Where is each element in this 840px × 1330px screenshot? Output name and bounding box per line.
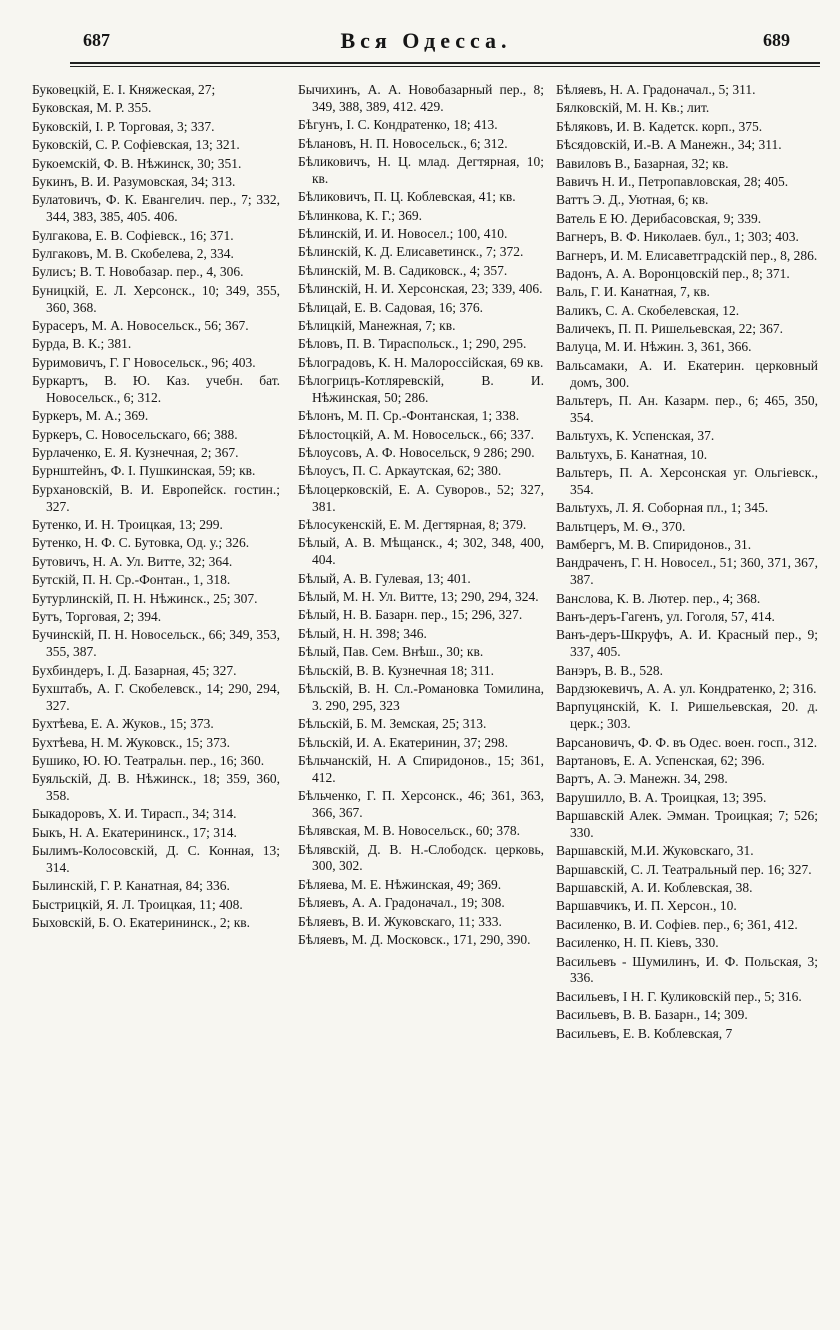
directory-entry: Бѣликовичъ, П. Ц. Коблевская, 41; кв. <box>298 189 516 205</box>
directory-entry: Бушико, Ю. Ю. Театральн. пер., 16; 360. <box>32 752 265 768</box>
directory-entry: Варсановичъ, Ф. Ф. въ Одес. воен. госп., 312. <box>556 734 818 750</box>
directory-entry: Бѣльскій, В. В. Кузнечная 18; 311. <box>298 662 495 678</box>
directory-entry: Бѣлый, А. В. Гулевая, 13; 401. <box>298 570 471 586</box>
directory-entry: Бѣльскій, И. А. Екатеринин, 37; 298. <box>298 734 509 750</box>
page-number-left: 687 <box>83 30 110 50</box>
directory-entry: Букинъ, В. И. Разумовская, 34; 313. <box>32 173 236 189</box>
directory-entry: Бѣлый, Н. Н. 398; 346. <box>298 625 427 641</box>
directory-entry: Вардзюкевичъ, А. А. ул. Кондратенко, 2; 316. <box>556 680 817 696</box>
directory-entry: Бѣлицкій, Манежная, 7; кв. <box>298 317 456 333</box>
directory-entry: Бѣльчанскій, Н. А Спиридонов., 15; 361, 412. <box>298 752 544 785</box>
directory-entry: Бѣлинскій, М. В. Садиковск., 4; 357. <box>298 262 508 278</box>
directory-entry: Варшавчикъ, И. П. Херсон., 10. <box>556 898 737 914</box>
directory-entry: Варпуцянскій, К. І. Ришельевская, 20. д. церк.; 303. <box>556 699 818 732</box>
directory-entry: Васильевъ - Шумилинъ, И. Ф. Польская, 3; 336. <box>556 953 818 986</box>
directory-entry: Вальтухъ, Б. Канатная, 10. <box>556 446 708 462</box>
directory-entry: Бѣлостоцкій, А. М. Новосельск., 66; 337. <box>298 426 534 442</box>
directory-entry: Васильевъ, Е. В. Коблевская, 7 <box>556 1025 733 1041</box>
directory-entry: Бѣлинскій, Н. И. Херсонская, 23; 339, 406. <box>298 281 543 297</box>
directory-entry: Бѣляевъ, В. И. Жуковскаго, 11; 333. <box>298 913 502 929</box>
directory-entry: Бялковскій, М. Н. Кв.; лит. <box>556 100 710 116</box>
directory-entry: Вальтеръ, П. А. Херсонская уг. Ольгіевск., 354. <box>556 465 818 497</box>
directory-entry: Булисъ; В. Т. Новобазар. пер., 4, 306. <box>32 264 244 280</box>
directory-entry: Валь, Г. И. Канатная, 7, кв. <box>556 284 710 300</box>
directory-entry: Бѣляевъ, Н. А. Градоначал., 5; 311. <box>556 82 756 97</box>
directory-entry: Буковскій, І. Р. Торговая, 3; 337. <box>32 118 215 134</box>
directory-entry: Бѣлый, М. Н. Ул. Витте, 13; 290, 294, 324. <box>298 588 539 604</box>
directory-entry: Вальтухъ, Л. Я. Соборная пл., 1; 345. <box>556 500 769 516</box>
directory-entry: Бѣлый, Н. В. Базарн. пер., 15; 296, 327. <box>298 607 523 623</box>
directory-entry: Быкадоровъ, Х. И. Тирасп., 34; 314. <box>32 806 237 822</box>
directory-entry: Бѣльченко, Г. П. Херсонск., 46; 361, 363, 366, 367. <box>298 788 544 820</box>
directory-entry: Бѣляковъ, И. В. Кадетск. корп., 375. <box>556 118 763 134</box>
directory-entry: Варушилло, В. А. Троицкая, 13; 395. <box>556 789 767 805</box>
directory-entry: Ваттъ Э. Д., Уютная, 6; кв. <box>556 192 709 208</box>
page-title: Вся Одесса. <box>340 28 512 53</box>
directory-entry: Бѣлонъ, М. П. Ср.-Фонтанская, 1; 338. <box>298 408 520 424</box>
directory-entry: Буницкій, Е. Л. Херсонск., 10; 349, 355, 360, 368. <box>32 282 280 315</box>
directory-entry: Бутъ, Торговая, 2; 394. <box>32 608 162 624</box>
directory-entry: Бѣлый, А. В. Мѣщанск., 4; 302, 348, 400, 404. <box>298 535 544 568</box>
directory-entry: Вагнеръ, И. М. Елисаветградскій пер., 8, 286. <box>556 247 818 263</box>
directory-entry: Ванъ-деръ-Шкруфъ, А. И. Красный пер., 9; 337, 405. <box>556 627 818 660</box>
directory-entry: Буркартъ, В. Ю. Каз. учебн. бат. Новосельск., 6; 312. <box>32 373 280 405</box>
directory-entry: Бухбиндеръ, І. Д. Базарная, 45; 327. <box>32 662 237 678</box>
directory-entry: Васильевъ, В. В. Базарн., 14; 309. <box>556 1007 748 1023</box>
directory-entry: Былинскій, Г. Р. Канатная, 84; 336. <box>32 878 230 894</box>
directory-entry: Ванслова, К. В. Лютер. пер., 4; 368. <box>556 590 761 606</box>
directory-entry: Бѣлоцерковскій, Е. А. Суворов., 52; 327, 381. <box>298 481 544 514</box>
directory-entry: Бутскій, П. Н. Ср.-Фонтан., 1, 318. <box>32 572 231 588</box>
directory-entry: Букоемскій, Ф. В. Нѣжинск, 30; 351. <box>32 155 242 171</box>
directory-entry: Бутенко, И. Н. Троицкая, 13; 299. <box>32 517 223 532</box>
directory-entry: Ванъ-деръ-Гагенъ, ул. Гоголя, 57, 414. <box>556 608 775 624</box>
directory-entry: Ванэръ, В. В., 528. <box>556 662 664 678</box>
directory-entry: Бучинскій, П. Н. Новосельск., 66; 349, 353, 355, 387. <box>32 627 280 660</box>
directory-entry: Бухтѣева, Н. М. Жуковск., 15; 373. <box>32 734 231 750</box>
directory-entry: Буковская, М. Р. 355. <box>32 100 152 116</box>
directory-entry: Быкъ, Н. А. Екатерининск., 17; 314. <box>32 824 237 840</box>
directory-entry: Бѣляева, М. Е. Нѣжинская, 49; 369. <box>298 876 502 892</box>
directory-entry: Былимъ-Колосовскій, Д. С. Конная, 13; 314. <box>32 843 280 876</box>
directory-entry: Вандраченъ, Г. Н. Новосел., 51; 360, 371, 367, 387. <box>556 555 818 588</box>
directory-entry: Бѣловъ, П. В. Тираспольск., 1; 290, 295. <box>298 336 527 352</box>
directory-entry: Бѣлосукенскій, Е. М. Дегтярная, 8; 379. <box>298 517 527 532</box>
directory-entry: Буковецкій, Е. І. Княжеская, 27; <box>32 82 216 97</box>
directory-entry: Бѣлявскій, Д. В. Н.-Слободск. церковь, 300, 302. <box>298 841 544 874</box>
directory-entry: Бѣльскій, В. Н. Сл.-Романовка Томилина, 3. 290, 295, 323 <box>298 680 544 713</box>
directory-entry: Бычихинъ, А. А. Новобазарный пер., 8; 349, 388, 389, 412. 429. <box>298 82 544 114</box>
directory-entry: Бухтѣева, Е. А. Жуков., 15; 373. <box>32 716 214 732</box>
directory-entry: Бѣсядовскій, И.-В. А Манежн., 34; 311. <box>556 137 782 153</box>
directory-entry: Бутовичъ, Н. А. Ул. Витте, 32; 364. <box>32 553 233 569</box>
directory-entry: Бутурлинскій, П. Н. Нѣжинск., 25; 307. <box>32 590 258 606</box>
header-rule-thick <box>70 62 820 64</box>
directory-entry: Васильевъ, І Н. Г. Куликовскій пер., 5; 316. <box>556 988 802 1004</box>
directory-entry: Булгакова, Е. В. Софіевск., 16; 371. <box>32 227 234 243</box>
directory-entry: Бѣльскій, Б. М. Земская, 25; 313. <box>298 716 487 732</box>
directory-entry: Бѣлоградовъ, К. Н. Малороссійская, 69 кв. <box>298 354 544 370</box>
directory-entry: Бѣлоусъ, П. С. Аркаутская, 62; 380. <box>298 463 502 479</box>
directory-entry: Буковскій, С. Р. Софіевская, 13; 321. <box>32 137 240 153</box>
directory-entry: Бѣлявская, М. В. Новосельск., 60; 378. <box>298 823 520 839</box>
directory-entry: Буркеръ, М. А.; 369. <box>32 408 149 424</box>
directory-entry: Валуца, М. И. Нѣжин. 3, 361, 366. <box>556 339 752 355</box>
directory-entry: Бурасеръ, М. А. Новосельск., 56; 367. <box>32 317 249 333</box>
directory-entry: Буяльскій, Д. В. Нѣжинск., 18; 359, 360, 358. <box>32 771 280 804</box>
directory-entry: Бѣляевъ, А. А. Градоначал., 19; 308. <box>298 895 505 911</box>
directory-entry: Бѣлановъ, Н. П. Новосельск., 6; 312. <box>298 135 508 151</box>
directory-entry: Бѣлинкова, К. Г.; 369. <box>298 207 422 223</box>
directory-entry: Василенко, Н. П. Кіевъ, 330. <box>556 935 719 951</box>
directory-entry: Бѣлогрицъ-Котляревскій, В. И. Нѣжинская, 50; 286. <box>298 373 544 405</box>
directory-entry: Вавиловъ В., Базарная, 32; кв. <box>556 155 729 171</box>
directory-entry: Вальтухъ, К. Успенская, 37. <box>556 428 715 444</box>
directory-entry: Бѣлинскій, К. Д. Елисаветинск., 7; 372. <box>298 244 524 260</box>
directory-entry: Буримовичъ, Г. Г Новосельск., 96; 403. <box>32 354 256 370</box>
directory-entry: Бухштабъ, А. Г. Скобелевск., 14; 290, 294, 327. <box>32 680 280 713</box>
directory-entry: Бѣлый, Пав. Сем. Внѣш., 30; кв. <box>298 644 484 660</box>
column-2 <box>298 82 544 950</box>
header-rule-thin <box>70 66 820 67</box>
directory-entry: Бурда, В. К.; 381. <box>32 336 132 352</box>
directory-entry: Бѣляевъ, М. Д. Московск., 171, 290, 390. <box>298 932 531 948</box>
directory-entry: Варшавскій, А. И. Коблевская, 38. <box>556 880 753 896</box>
directory-entry: Бѣлицай, Е. В. Садовая, 16; 376. <box>298 299 483 315</box>
directory-entry: Булатовичъ, Ф. К. Евангелич. пер., 7; 332, 344, 383, 385, 405. 406. <box>32 192 280 225</box>
page-header <box>38 30 814 60</box>
directory-entry: Вальсамаки, А. И. Екатерин. церковный домъ, 300. <box>556 357 818 390</box>
directory-entry: Бурлаченко, Е. Я. Кузнечная, 2; 367. <box>32 445 239 461</box>
column-1 <box>32 82 280 934</box>
directory-entry: Василенко, В. И. Софіев. пер., 6; 361, 412. <box>556 916 798 932</box>
directory-entry: Вадонъ, А. А. Воронцовскій пер., 8; 371. <box>556 265 790 281</box>
directory-entry: Варшавскій, М.И. Жуковскаго, 31. <box>556 843 754 859</box>
column-3 <box>556 82 818 1044</box>
directory-entry: Вагнеръ, В. Ф. Николаев. бул., 1; 303; 403. <box>556 229 799 245</box>
directory-entry: Ватель Е Ю. Дерибасовская, 9; 339. <box>556 210 762 226</box>
directory-entry: Быстрицкій, Я. Л. Троицкая, 11; 408. <box>32 896 243 912</box>
directory-entry: Бѣлоусовъ, А. Ф. Новосельск, 9 286; 290. <box>298 445 535 461</box>
directory-entry: Буркеръ, С. Новосельскаго, 66; 388. <box>32 426 238 442</box>
directory-entry: Вартъ, А. Э. Манежн. 34, 298. <box>556 771 728 787</box>
directory-entry: Вавичъ Н. И., Петропавловская, 28; 405. <box>556 173 789 189</box>
directory-entry: Вальтцеръ, М. Ѳ., 370. <box>556 518 686 534</box>
directory-entry: Быховскій, Б. О. Екатерининск., 2; кв. <box>32 915 251 931</box>
directory-entry: Варшавскій Алек. Эмман. Троицкая; 7; 526; 330. <box>556 808 818 840</box>
page-number-right: 689 <box>763 30 790 50</box>
directory-entry: Бѣлинскій, И. И. Новосел.; 100, 410. <box>298 225 508 241</box>
directory-entry: Бурхановскій, В. И. Европейск. гостин.; 327. <box>32 481 280 514</box>
directory-entry: Бутенко, Н. Ф. С. Бутовка, Од. у.; 326. <box>32 535 250 551</box>
directory-entry: Булгаковъ, М. В. Скобелева, 2, 334. <box>32 245 234 261</box>
directory-entry: Варшавскій, С. Л. Театральный пер. 16; 327. <box>556 861 812 877</box>
directory-entry: Бѣгунъ, І. С. Кондратенко, 18; 413. <box>298 117 498 133</box>
directory-entry: Бѣликовичъ, Н. Ц. млад. Дегтярная, 10; кв. <box>298 153 544 186</box>
directory-entry: Валикъ, С. А. Скобелевская, 12. <box>556 302 740 318</box>
directory-entry: Вамбергъ, М. В. Спиридонов., 31. <box>556 536 752 552</box>
directory-entry: Вальтеръ, П. Ан. Казарм. пер., 6; 465, 350, 354. <box>556 393 818 425</box>
directory-entry: Бурнштейнъ, Ф. І. Пушкинская, 59; кв. <box>32 463 256 479</box>
directory-entry: Вартановъ, Е. А. Успенская, 62; 396. <box>556 752 765 768</box>
directory-entry: Валичекъ, П. П. Ришельевская, 22; 367. <box>556 321 783 337</box>
